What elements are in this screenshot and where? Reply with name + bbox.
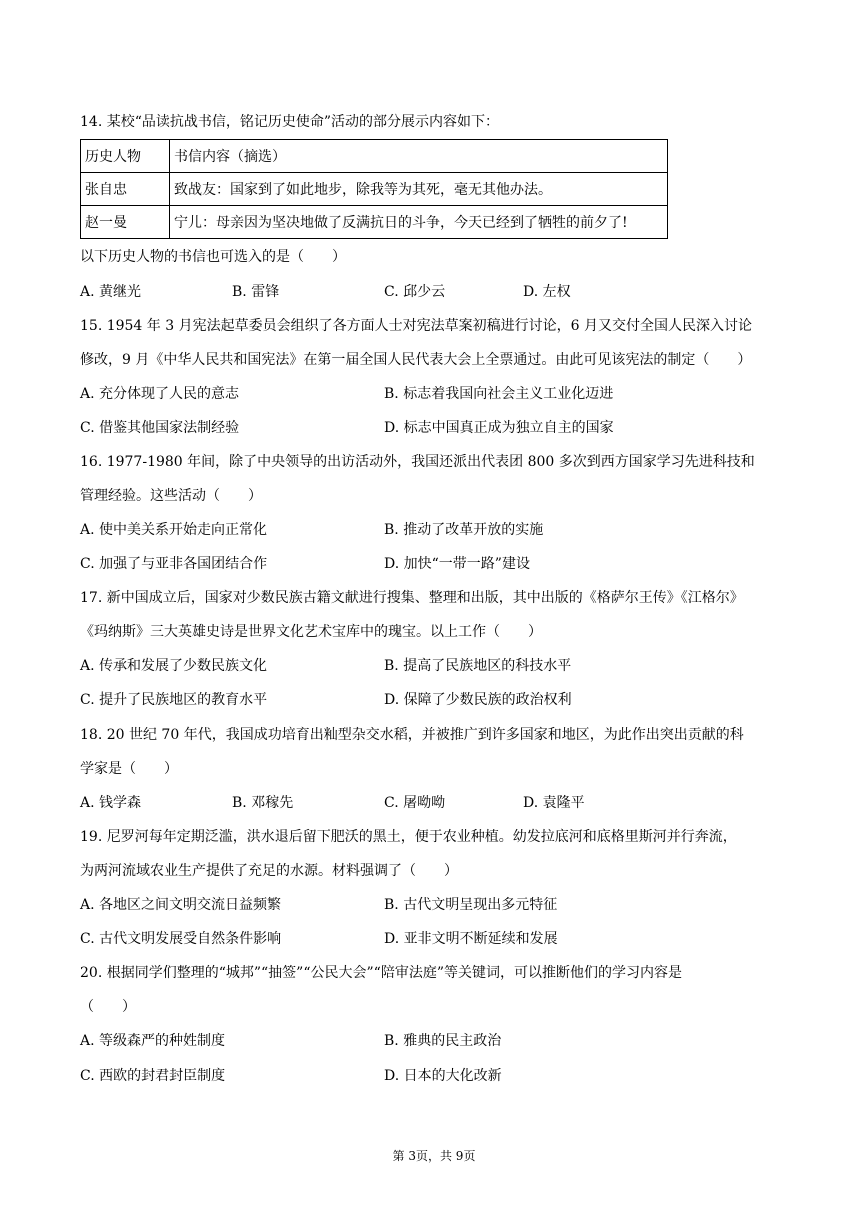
table-header-row [81, 140, 668, 173]
question-15-option-a[interactable]: A. 充分体现了人民的意志 [80, 386, 240, 402]
question-15-stem-line-2: 修改，9 月《中华人民共和国宪法》在第一届全国人民代表大会上全票通过。由此可见该宪法的制定（ ） [80, 352, 752, 368]
question-14-option-c[interactable]: C. 邱少云 [384, 284, 446, 300]
question-14-option-b[interactable]: B. 雷锋 [232, 284, 280, 300]
question-18-option-c[interactable]: C. 屠呦呦 [384, 795, 446, 811]
question-19-option-c[interactable]: C. 古代文明发展受自然条件影响 [80, 931, 282, 947]
question-15-stem-line-1: 15. 1954 年 3 月宪法起草委员会组织了各方面人士对宪法草案初稿进行讨论，6 月又交付全国人民深入讨论 [80, 318, 752, 334]
question-16-option-d[interactable]: D. 加快“一带一路”建设 [384, 556, 530, 572]
question-17-stem-line-1: 17. 新中国成立后，国家对少数民族古籍文献进行搜集、整理和出版，其中出版的《格萨尔王传》《江格尔》 [80, 590, 744, 606]
question-19-option-b[interactable]: B. 古代文明呈现出多元特征 [384, 897, 558, 913]
table-cell: 张自忠 [81, 173, 170, 206]
question-20-stem-line-1: 20. 根据同学们整理的“城邦”“抽签”“公民大会”“陪审法庭”等关键词，可以推断他们的学习内容是 [80, 965, 682, 981]
question-16-stem-line-1: 16. 1977-1980 年间，除了中央领导的出访活动外，我国还派出代表团 800 多次到西方国家学习先进科技和 [80, 454, 755, 470]
question-19-option-a[interactable]: A. 各地区之间文明交流日益频繁 [80, 897, 282, 913]
question-14-stem: 14. 某校“品读抗战书信，铭记历史使命”活动的部分展示内容如下： [80, 114, 500, 130]
question-20-stem-line-2: （ ） [80, 999, 136, 1015]
question-18-stem-line-2: 学家是（ ） [80, 761, 178, 777]
question-15-option-d[interactable]: D. 标志中国真正成为独立自主的国家 [384, 420, 614, 436]
table-cell: 宁儿：母亲因为坚决地做了反满抗日的斗争，今天已经到了牺牲的前夕了! [170, 206, 668, 239]
question-17-option-c[interactable]: C. 提升了民族地区的教育水平 [80, 692, 268, 708]
question-14-option-a[interactable]: A. 黄继光 [80, 284, 142, 300]
question-18-option-b[interactable]: B. 邓稼先 [232, 795, 294, 811]
table-cell: 致战友：国家到了如此地步，除我等为其死，毫无其他办法。 [170, 173, 668, 206]
question-20-option-b[interactable]: B. 雅典的民主政治 [384, 1033, 502, 1049]
table-header-cell: 书信内容（摘选） [170, 140, 668, 173]
question-18-option-d[interactable]: D. 袁隆平 [523, 795, 585, 811]
table-header-cell: 历史人物 [81, 140, 170, 173]
table-cell: 赵一曼 [81, 206, 170, 239]
question-20-option-d[interactable]: D. 日本的大化改新 [384, 1068, 502, 1084]
question-15-option-b[interactable]: B. 标志着我国向社会主义工业化迈进 [384, 386, 614, 402]
question-18-option-a[interactable]: A. 钱学森 [80, 795, 142, 811]
question-17-option-d[interactable]: D. 保障了少数民族的政治权利 [384, 692, 572, 708]
question-14-option-d[interactable]: D. 左权 [523, 284, 571, 300]
question-16-stem-line-2: 管理经验。这些活动（ ） [80, 488, 262, 504]
table-row [81, 173, 668, 206]
question-19-stem-line-2: 为两河流域农业生产提供了充足的水源。材料强调了（ ） [80, 863, 458, 879]
question-17-stem-line-2: 《玛纳斯》三大英雄史诗是世界文化艺术宝库中的瑰宝。以上工作（ ） [80, 624, 542, 640]
question-16-option-b[interactable]: B. 推动了改革开放的实施 [384, 522, 544, 538]
question-16-option-a[interactable]: A. 使中美关系开始走向正常化 [80, 522, 268, 538]
page-number-footer: 第 3页，共 9页 [392, 1149, 476, 1163]
question-20-option-a[interactable]: A. 等级森严的种姓制度 [80, 1033, 226, 1049]
question-19-option-d[interactable]: D. 亚非文明不断延续和发展 [384, 931, 558, 947]
question-14-prompt: 以下历史人物的书信也可选入的是（ ） [80, 249, 346, 265]
question-16-option-c[interactable]: C. 加强了与亚非各国团结合作 [80, 556, 268, 572]
question-18-stem-line-1: 18. 20 世纪 70 年代，我国成功培育出籼型杂交水稻，并被推广到许多国家和地区，为此作出突出贡献的科 [80, 727, 744, 743]
question-17-option-a[interactable]: A. 传承和发展了少数民族文化 [80, 658, 268, 674]
question-19-stem-line-1: 19. 尼罗河每年定期泛滥，洪水退后留下肥沃的黑土，便于农业种植。幼发拉底河和底格里斯河并行奔流， [80, 829, 737, 845]
table-row [81, 206, 668, 239]
question-17-option-b[interactable]: B. 提高了民族地区的科技水平 [384, 658, 572, 674]
question-20-option-c[interactable]: C. 西欧的封君封臣制度 [80, 1068, 226, 1084]
question-14-table [80, 139, 668, 239]
question-15-option-c[interactable]: C. 借鉴其他国家法制经验 [80, 420, 240, 436]
